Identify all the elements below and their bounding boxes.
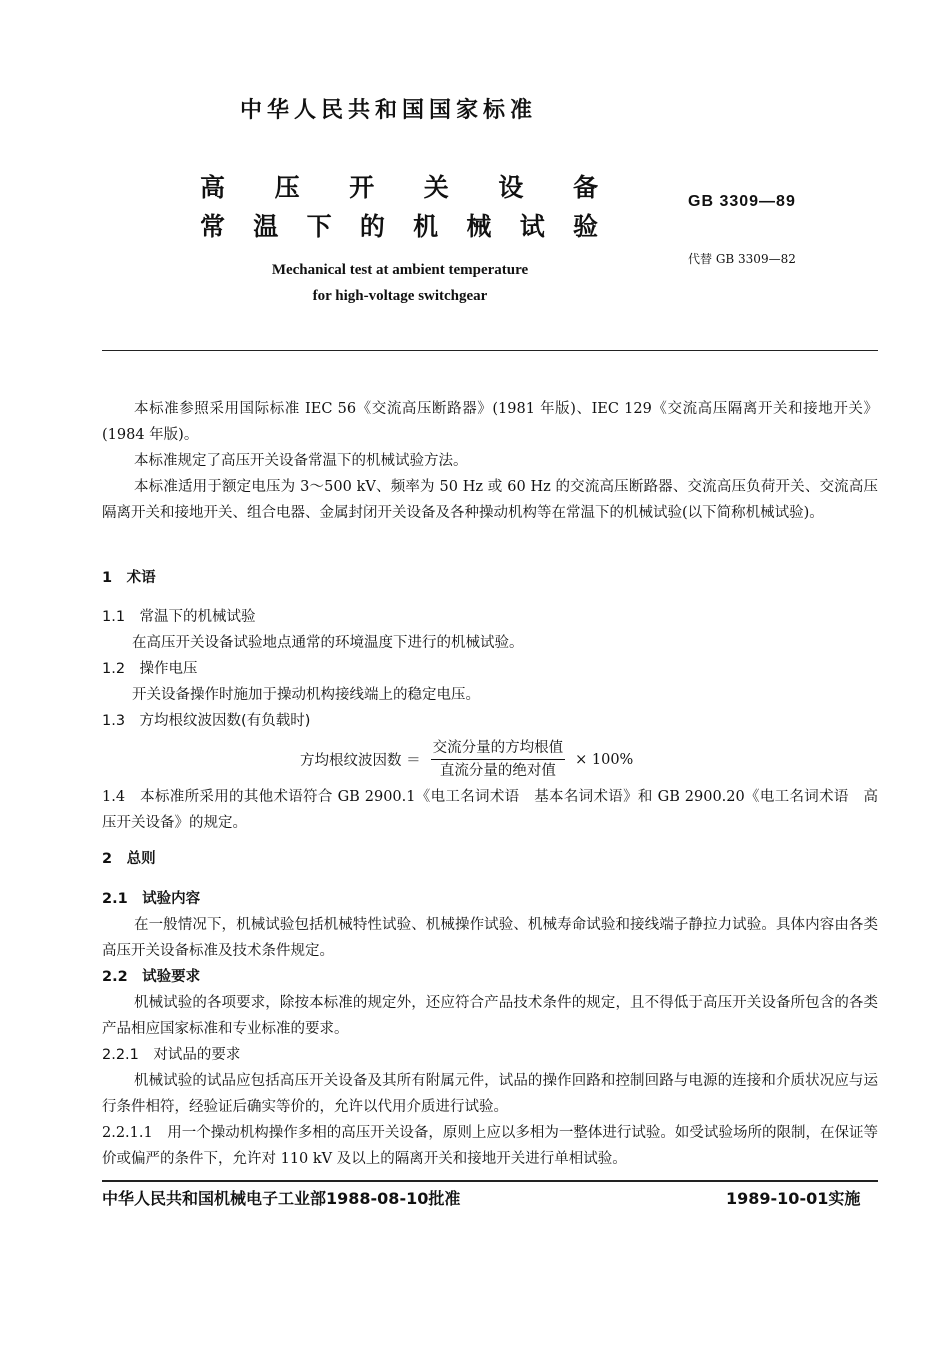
formula-numerator: 交流分量的方均根值 [431, 738, 566, 760]
title-char: 机 [413, 212, 439, 241]
clause-title: 1.2 操作电压 [102, 661, 198, 677]
clause-text: 机械试验的试品应包括高压开关设备及其所有附属元件，试品的操作回路和控制回路与电源的连接和介质状况应与运行条件相符，经验证后确实等价的，允许以代用介质进行试验。 [102, 1073, 878, 1115]
section-1-terms [102, 604, 878, 734]
title-char: 的 [359, 212, 385, 241]
english-title [150, 257, 650, 309]
title-char: 备 [572, 173, 598, 202]
header-divider [102, 350, 878, 351]
intro-paragraph: 本标准适用于额定电压为 3～500 kV、频率为 50 Hz 或 60 Hz 的交流高压断路器、交流高压负荷开关、交流高压隔离开关和接地开关、组合电器、金属封闭开关设备及各种操动机构等在常温下的机械试验(以下简称机械试验)。 [102, 479, 878, 521]
clause-1-4: 1.4 本标准所采用的其他术语符合 GB 2900.1《电工名词术语 基本名词术语》和 GB 2900.20《电工名词术语 高压开关设备》的规定。 [102, 789, 878, 831]
document-title-line-1 [200, 168, 598, 204]
replaces-standard: 代替 GB 3309—82 [688, 252, 796, 266]
title-char: 关 [423, 173, 449, 202]
formula-fraction [431, 738, 566, 781]
clause-title: 1.3 方均根纹波因数(有负载时) [102, 713, 311, 729]
title-char: 设 [498, 173, 524, 202]
standard-number: GB 3309—89 [688, 193, 796, 210]
title-char: 压 [274, 173, 300, 202]
intro-paragraph: 本标准规定了高压开关设备常温下的机械试验方法。 [134, 453, 468, 469]
clause-title: 2.2 试验要求 [102, 969, 201, 985]
clause-title: 2.1 试验内容 [102, 891, 201, 907]
title-char: 试 [519, 212, 545, 241]
intro-paragraph: 本标准参照采用国际标准 IEC 56《交流高压断路器》(1981 年版)、IEC 129《交流高压隔离开关和接地开关》(1984 年版)。 [102, 401, 878, 443]
clause-text: 在一般情况下，机械试验包括机械特性试验、机械操作试验、机械寿命试验和接线端子静拉力试验。具体内容由各类高压开关设备标准及技术条件规定。 [102, 917, 878, 959]
section-2-general [102, 886, 878, 1172]
formula-rhs: × 100% [575, 751, 634, 768]
effective-date: 1989-10-01实施 [726, 1189, 861, 1208]
clause-text: 机械试验的各项要求，除按本标准的规定外，还应符合产品技术条件的规定，且不得低于高压开关设备所包含的各类产品相应国家标准和专业标准的要求。 [102, 995, 878, 1037]
clause-text: 在高压开关设备试验地点通常的环境温度下进行的机械试验。 [132, 635, 524, 651]
national-standard-title: 中华人民共和国国家标准 [240, 98, 538, 123]
section-heading-terms: 1 术语 [102, 570, 156, 586]
document-title-line-2 [200, 207, 598, 243]
clause-title: 2.2.1 对试品的要求 [102, 1047, 241, 1063]
formula-denominator: 直流分量的绝对值 [439, 763, 556, 779]
footer-divider [102, 1180, 878, 1182]
clause-title: 1.1 常温下的机械试验 [102, 609, 256, 625]
clause-text: 2.2.1.1 用一个操动机构操作多相的高压开关设备，原则上应以多相为一整体进行试验。如受试验场所的限制，在保证等价或偏严的条件下，允许对 110 kV 及以上的隔离开关和接地开关进行单相试验。 [102, 1125, 878, 1167]
title-char: 下 [306, 212, 332, 241]
introduction [102, 396, 878, 526]
section-heading-general: 2 总则 [102, 851, 156, 867]
title-char: 开 [349, 173, 375, 202]
title-char: 械 [466, 212, 492, 241]
ripple-factor-formula [300, 738, 633, 781]
approval-date: 中华人民共和国机械电子工业部1988-08-10批准 [102, 1189, 461, 1208]
english-title-line-1: Mechanical test at ambient temperature [271, 262, 529, 278]
title-char: 常 [200, 212, 226, 241]
title-char: 温 [253, 212, 279, 241]
english-title-line-2: for high-voltage switchgear [312, 288, 488, 304]
formula-lhs: 方均根纹波因数 ＝ [300, 753, 421, 769]
title-char: 验 [572, 212, 598, 241]
title-char: 高 [200, 173, 226, 202]
clause-text: 开关设备操作时施加于操动机构接线端上的稳定电压。 [132, 687, 480, 703]
